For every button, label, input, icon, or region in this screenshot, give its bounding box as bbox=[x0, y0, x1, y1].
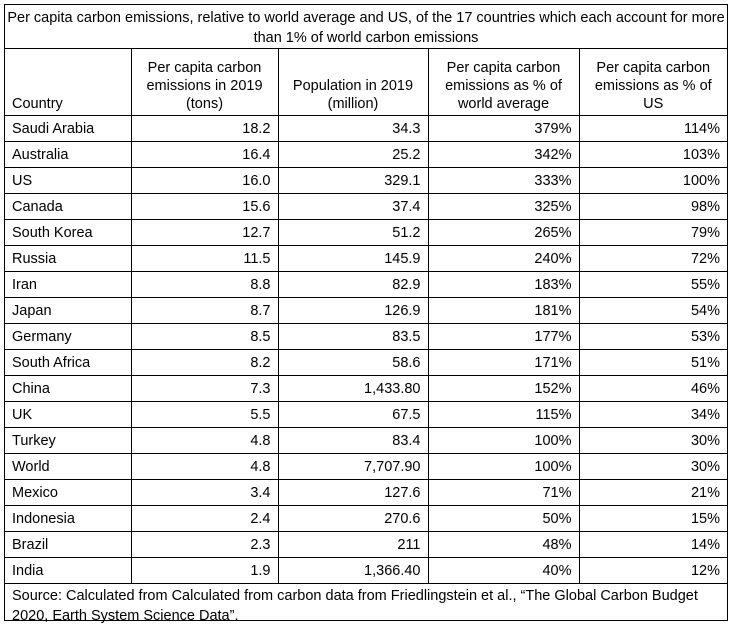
emissions-cell: 3.4 bbox=[131, 480, 278, 506]
population-cell: 83.4 bbox=[278, 428, 428, 454]
population-cell: 58.6 bbox=[278, 350, 428, 376]
pct-world-cell: 183% bbox=[428, 272, 579, 298]
table-row bbox=[5, 376, 727, 402]
table-row bbox=[5, 350, 727, 376]
pct-us-cell: 98% bbox=[579, 194, 727, 220]
table-row bbox=[5, 428, 727, 454]
emissions-cell: 8.2 bbox=[131, 350, 278, 376]
country-cell: Indonesia bbox=[5, 506, 131, 532]
table-row bbox=[5, 324, 727, 350]
population-cell: 67.5 bbox=[278, 402, 428, 428]
population-cell: 126.9 bbox=[278, 298, 428, 324]
pct-world-cell: 48% bbox=[428, 532, 579, 558]
table-row bbox=[5, 298, 727, 324]
population-cell: 34.3 bbox=[278, 116, 428, 142]
pct-us-cell: 51% bbox=[579, 350, 727, 376]
table-row bbox=[5, 246, 727, 272]
population-cell: 82.9 bbox=[278, 272, 428, 298]
population-cell: 145.9 bbox=[278, 246, 428, 272]
population-cell: 127.6 bbox=[278, 480, 428, 506]
table-title: Per capita carbon emissions, relative to world average and US, of the 17 countries which each account for more than 1% of world carbon emissions bbox=[5, 5, 727, 49]
emissions-cell: 16.0 bbox=[131, 168, 278, 194]
pct-world-cell: 100% bbox=[428, 428, 579, 454]
population-cell: 329.1 bbox=[278, 168, 428, 194]
population-cell: 37.4 bbox=[278, 194, 428, 220]
table-row bbox=[5, 480, 727, 506]
emissions-cell: 16.4 bbox=[131, 142, 278, 168]
pct-world-cell: 342% bbox=[428, 142, 579, 168]
population-cell: 25.2 bbox=[278, 142, 428, 168]
population-cell: 1,366.40 bbox=[278, 558, 428, 584]
population-cell: 83.5 bbox=[278, 324, 428, 350]
pct-us-cell: 21% bbox=[579, 480, 727, 506]
pct-us-cell: 72% bbox=[579, 246, 727, 272]
pct-world-cell: 171% bbox=[428, 350, 579, 376]
emissions-cell: 11.5 bbox=[131, 246, 278, 272]
pct-world-cell: 100% bbox=[428, 454, 579, 480]
pct-us-cell: 54% bbox=[579, 298, 727, 324]
country-cell: US bbox=[5, 168, 131, 194]
pct-world-cell: 325% bbox=[428, 194, 579, 220]
emissions-cell: 1.9 bbox=[131, 558, 278, 584]
table-row bbox=[5, 272, 727, 298]
emissions-cell: 5.5 bbox=[131, 402, 278, 428]
emissions-cell: 2.4 bbox=[131, 506, 278, 532]
table-row bbox=[5, 558, 727, 584]
header-pct-world-average: Per capita carbon emissions as % of world average bbox=[428, 49, 579, 116]
country-cell: Japan bbox=[5, 298, 131, 324]
pct-world-cell: 115% bbox=[428, 402, 579, 428]
header-pct-us: Per capita carbon emissions as % of US bbox=[579, 49, 727, 116]
pct-world-cell: 240% bbox=[428, 246, 579, 272]
pct-us-cell: 114% bbox=[579, 116, 727, 142]
table-row bbox=[5, 142, 727, 168]
country-cell: Germany bbox=[5, 324, 131, 350]
emissions-cell: 18.2 bbox=[131, 116, 278, 142]
header-population: Population in 2019 (million) bbox=[278, 49, 428, 116]
country-cell: UK bbox=[5, 402, 131, 428]
country-cell: Brazil bbox=[5, 532, 131, 558]
table-row bbox=[5, 168, 727, 194]
emissions-cell: 8.7 bbox=[131, 298, 278, 324]
emissions-cell: 12.7 bbox=[131, 220, 278, 246]
pct-world-cell: 181% bbox=[428, 298, 579, 324]
emissions-cell: 15.6 bbox=[131, 194, 278, 220]
emissions-table-frame bbox=[4, 4, 728, 624]
pct-us-cell: 15% bbox=[579, 506, 727, 532]
pct-us-cell: 103% bbox=[579, 142, 727, 168]
header-row bbox=[5, 49, 727, 116]
table-row bbox=[5, 116, 727, 142]
pct-world-cell: 333% bbox=[428, 168, 579, 194]
population-cell: 270.6 bbox=[278, 506, 428, 532]
pct-world-cell: 40% bbox=[428, 558, 579, 584]
pct-us-cell: 30% bbox=[579, 454, 727, 480]
pct-us-cell: 53% bbox=[579, 324, 727, 350]
table-row bbox=[5, 454, 727, 480]
emissions-cell: 8.5 bbox=[131, 324, 278, 350]
population-cell: 51.2 bbox=[278, 220, 428, 246]
emissions-table bbox=[5, 49, 727, 584]
table-row bbox=[5, 220, 727, 246]
header-country: Country bbox=[5, 49, 131, 116]
country-cell: Iran bbox=[5, 272, 131, 298]
emissions-cell: 7.3 bbox=[131, 376, 278, 402]
pct-us-cell: 14% bbox=[579, 532, 727, 558]
pct-us-cell: 34% bbox=[579, 402, 727, 428]
population-cell: 1,433.80 bbox=[278, 376, 428, 402]
emissions-cell: 4.8 bbox=[131, 454, 278, 480]
country-cell: South Africa bbox=[5, 350, 131, 376]
table-row bbox=[5, 532, 727, 558]
pct-us-cell: 79% bbox=[579, 220, 727, 246]
pct-world-cell: 152% bbox=[428, 376, 579, 402]
country-cell: Mexico bbox=[5, 480, 131, 506]
country-cell: China bbox=[5, 376, 131, 402]
country-cell: Saudi Arabia bbox=[5, 116, 131, 142]
source-note: Source: Calculated from Calculated from carbon data from Friedlingstein et al., “The Global Carbon Budget 2020, Earth System Science Data”. bbox=[12, 588, 698, 624]
country-cell: Canada bbox=[5, 194, 131, 220]
country-cell: South Korea bbox=[5, 220, 131, 246]
table-row bbox=[5, 506, 727, 532]
country-cell: India bbox=[5, 558, 131, 584]
header-per-capita-emissions: Per capita carbon emissions in 2019 (tons) bbox=[131, 49, 278, 116]
table-row bbox=[5, 402, 727, 428]
pct-world-cell: 71% bbox=[428, 480, 579, 506]
pct-us-cell: 30% bbox=[579, 428, 727, 454]
population-cell: 7,707.90 bbox=[278, 454, 428, 480]
emissions-cell: 2.3 bbox=[131, 532, 278, 558]
pct-world-cell: 265% bbox=[428, 220, 579, 246]
population-cell: 211 bbox=[278, 532, 428, 558]
pct-world-cell: 379% bbox=[428, 116, 579, 142]
emissions-cell: 8.8 bbox=[131, 272, 278, 298]
country-cell: Australia bbox=[5, 142, 131, 168]
pct-us-cell: 100% bbox=[579, 168, 727, 194]
country-cell: Turkey bbox=[5, 428, 131, 454]
emissions-cell: 4.8 bbox=[131, 428, 278, 454]
country-cell: World bbox=[5, 454, 131, 480]
table-body bbox=[5, 116, 727, 584]
pct-world-cell: 177% bbox=[428, 324, 579, 350]
country-cell: Russia bbox=[5, 246, 131, 272]
pct-us-cell: 12% bbox=[579, 558, 727, 584]
pct-us-cell: 55% bbox=[579, 272, 727, 298]
pct-us-cell: 46% bbox=[579, 376, 727, 402]
table-row bbox=[5, 194, 727, 220]
pct-world-cell: 50% bbox=[428, 506, 579, 532]
